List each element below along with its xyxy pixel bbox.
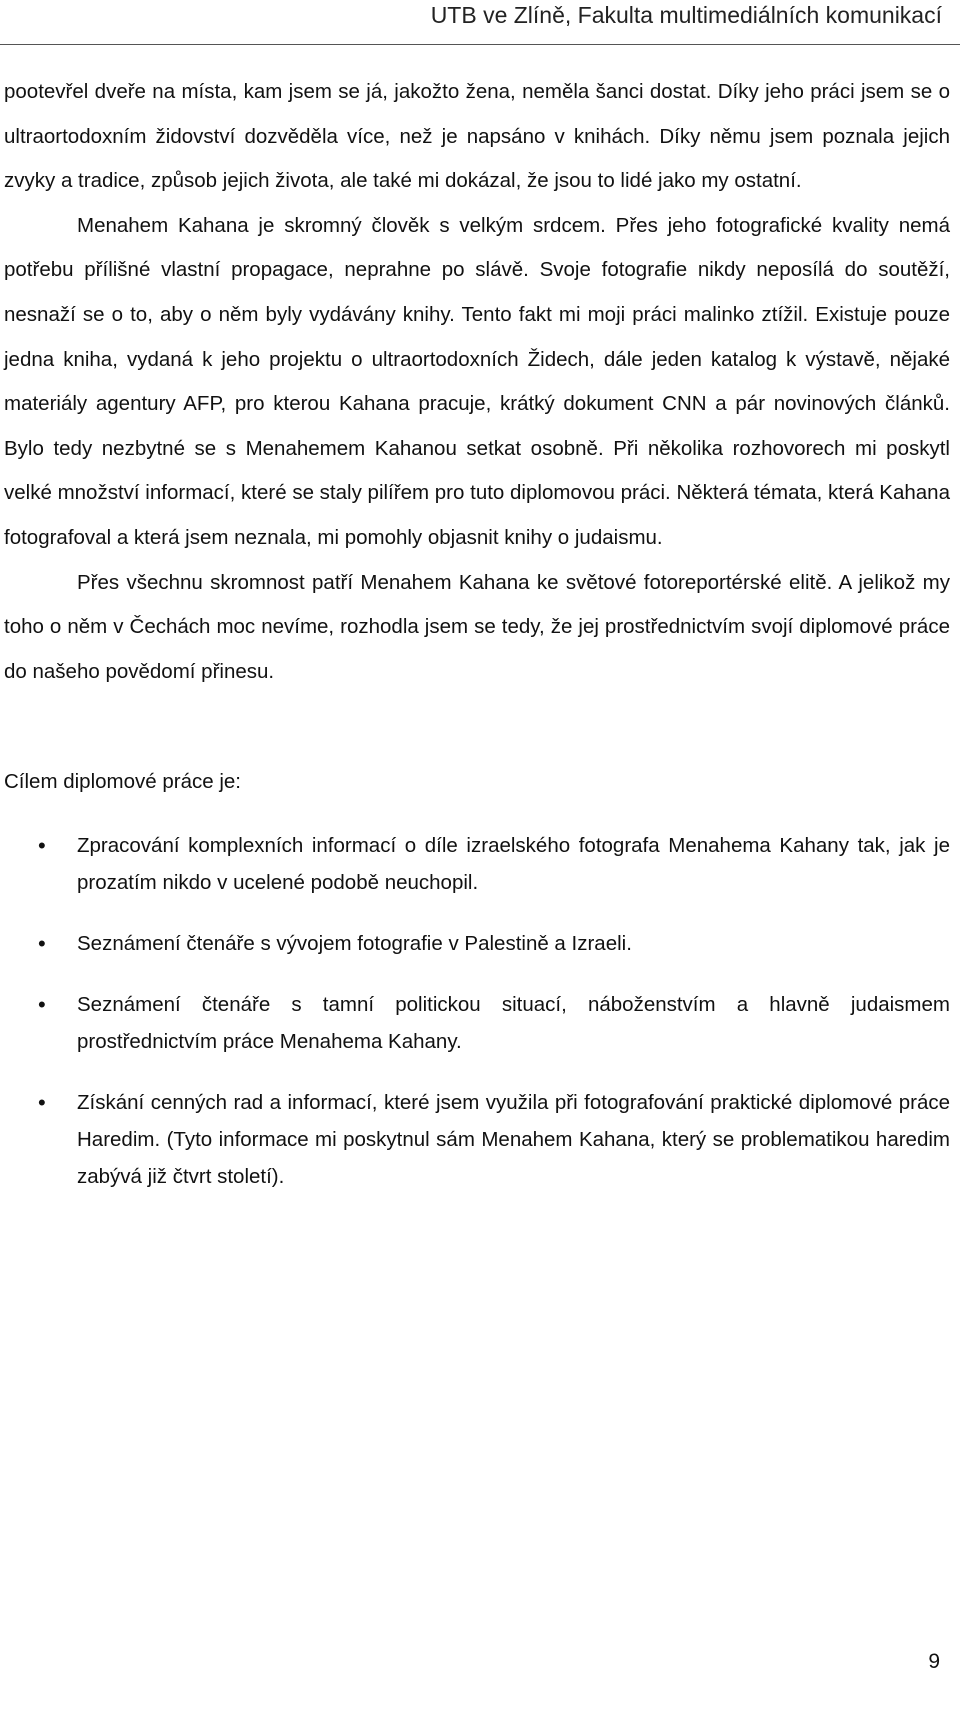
aims-list-item <box>4 986 950 1060</box>
document-body <box>4 70 950 1219</box>
aims-heading: Cílem diplomové práce je: <box>4 770 241 794</box>
aims-item-text: Zpracování komplexních informací o díle izraelského fotografa Menahema Kahany tak, jak je prozatím nikdo v ucelené podobě neuchopil. <box>77 833 950 894</box>
list-spacer <box>4 805 950 827</box>
paragraph-3: Přes všechnu skromnost patří Menahem Kahana ke světové fotoreportérské elitě. A jelikož my toho o něm v Čechách moc nevíme, rozhodla jsem se tedy, že jej prostřednictvím svojí diplomové práce do našeho povědomí přinesu. <box>4 570 950 683</box>
bullet-icon: • <box>38 991 46 1017</box>
paragraph-1: pootevřel dveře na místa, kam jsem se já, jakožto žena, neměla šanci dostat. Díky jeho práci jsem se o ultraortodoxním židovství dozvěděla více, než je napsáno v knihách. Díky němu jsem poznala jejich zvyky a tradice, způsob jejich života, ale také mi dokázal, že jsou to lidé jako my ostatní. <box>4 80 950 193</box>
aims-list-item <box>4 827 950 901</box>
running-header: UTB ve Zlíně, Fakulta multimediálních komunikací <box>430 2 942 28</box>
section-spacer-small <box>4 738 950 760</box>
paragraph-2: Menahem Kahana je skromný člověk s velkým srdcem. Přes jeho fotografické kvality nemá potřebu přílišné vlastní propagace, neprahne po slávě. Svoje fotografie nikdy neposílá do soutěží, nesnaží se o to, aby o něm byly vydávány knihy. Tento fakt mi moji práci malinko ztížil. Existuje pouze jedna kniha, vydaná k jeho projektu o ultraortodoxních Židech, dále jeden katalog k výstavě, nějaké materiály agentury AFP, pro kterou Kahana pracuje, krátký dokument CNN a pár novinových článků. Bylo tedy nezbytné se s Menahemem Kahanou setkat osobně. Při několika rozhovorech mi poskytl velké množství informací, které se staly pilířem pro tuto diplomovou práci. Některá témata, která Kahana fotografoval a která jsem neznala, mi pomohly objasnit knihy o judaismu. <box>4 213 950 549</box>
aims-list-item <box>4 1084 950 1195</box>
bullet-icon: • <box>38 930 46 956</box>
bullet-icon: • <box>38 1089 46 1115</box>
aims-item-text: Seznámení čtenáře s tamní politickou situací, náboženstvím a hlavně judaismem prostřednictvím práce Menahema Kahany. <box>77 992 950 1053</box>
aims-list-item <box>4 925 950 962</box>
bullet-icon: • <box>38 832 46 858</box>
header-divider <box>0 44 960 45</box>
aims-list <box>4 827 950 1195</box>
aims-item-text: Získání cenných rad a informací, které jsem využila při fotografování praktické diplomové práce Haredim. (Tyto informace mi poskytnul sám Menahem Kahana, který se problematikou haredim zabývá již čtvrt století). <box>77 1090 950 1188</box>
aims-item-text: Seznámení čtenáře s vývojem fotografie v Palestině a Izraeli. <box>77 931 632 955</box>
section-spacer <box>4 694 950 738</box>
page-number: 9 <box>928 1650 940 1673</box>
